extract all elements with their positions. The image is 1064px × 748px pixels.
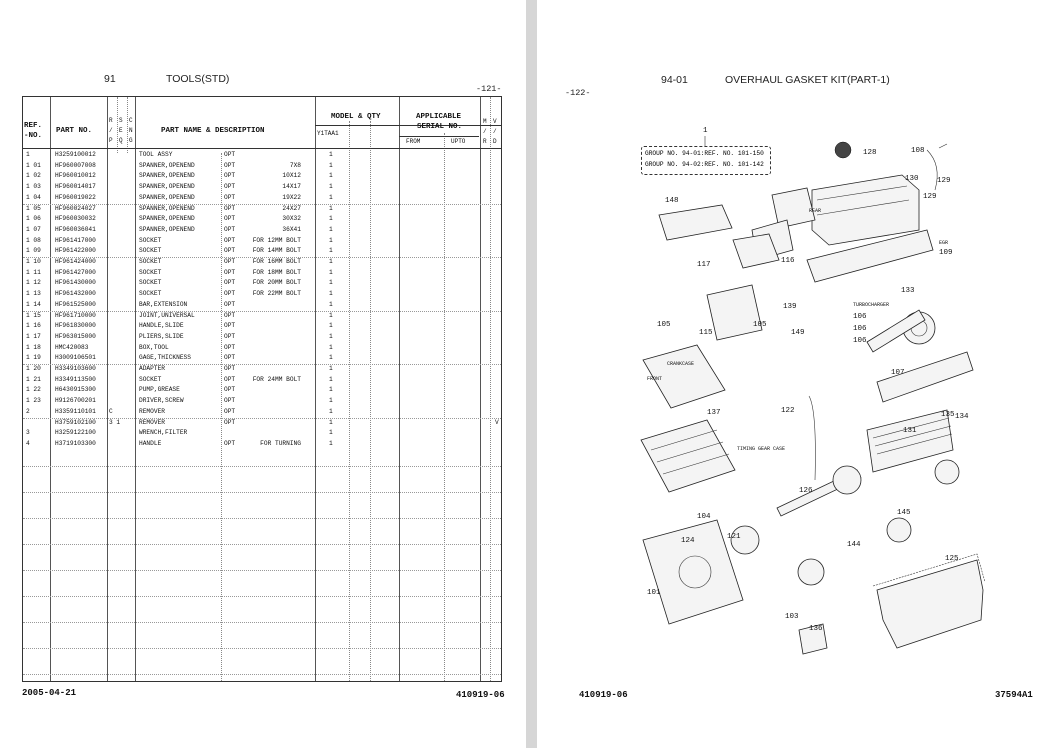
engine-block: [641, 420, 735, 492]
cell-pn: HF961424000: [55, 258, 96, 265]
cell-pn: H6430915300: [55, 386, 96, 394]
svg-text:106: 106: [853, 325, 867, 333]
cell-pn: HMC420083: [55, 343, 89, 351]
cell-ref: 2: [26, 407, 30, 415]
cell-ref: 1 08: [26, 236, 41, 244]
row-separator: [23, 648, 501, 649]
front-cover-seal: [833, 466, 861, 494]
cell-name: SOCKET: [139, 290, 162, 298]
cell-ref: 1 03: [26, 183, 41, 191]
table-row: [23, 257, 501, 268]
cell-name: SOCKET: [139, 375, 162, 383]
right-page: [537, 0, 1064, 748]
cell-pn: H3349103600: [55, 365, 96, 372]
cell-opt: OPT: [224, 407, 236, 415]
table-row: [23, 385, 501, 396]
cell-rsc: 3 1: [109, 418, 121, 426]
cell-pn: H3259122100: [55, 429, 96, 437]
label-front: FRONT: [647, 376, 663, 382]
header-e: E: [119, 127, 123, 134]
cell-name: PLIERS,SLIDE: [139, 332, 184, 340]
cell-spec: FOR TURNING: [260, 439, 301, 447]
thermostat-housing: [887, 518, 911, 542]
table-row: [23, 278, 501, 289]
header-c: C: [129, 117, 133, 124]
cell-qty: 1: [329, 322, 333, 330]
cell-name: TOOL ASSY: [139, 151, 173, 158]
cell-name: SPANNER,OPENEND: [139, 215, 195, 223]
cell-opt: OPT: [224, 322, 236, 330]
cell-name: SPANNER,OPENEND: [139, 172, 195, 180]
header-s: S: [119, 117, 123, 124]
cell-opt: OPT: [224, 193, 236, 201]
cell-qty: 1: [329, 193, 333, 201]
cell-opt: OPT: [224, 332, 236, 340]
row-separator: [23, 596, 501, 597]
cell-v: V: [495, 418, 499, 426]
cell-pn: H3349113500: [55, 375, 96, 383]
row-separator: [23, 466, 501, 467]
cell-name: SPANNER,OPENEND: [139, 225, 195, 233]
svg-text:134: 134: [955, 413, 969, 421]
cell-opt: OPT: [224, 247, 236, 255]
table-row: [23, 171, 501, 182]
cell-opt: OPT: [224, 258, 236, 265]
cell-spec: FOR 12MM BOLT: [252, 236, 301, 244]
cell-qty: 1: [329, 258, 333, 265]
table-row: [23, 407, 501, 418]
cell-qty: 1: [329, 151, 333, 158]
cell-qty: 1: [329, 290, 333, 298]
cell-spec: 19X22: [282, 193, 301, 201]
cell-opt: OPT: [224, 279, 236, 287]
cell-qty: 1: [329, 332, 333, 340]
table-row: [23, 439, 501, 450]
table-row: [23, 343, 501, 354]
group-note-2: GROUP NO. 94-02:REF. NO. 101-142: [645, 161, 764, 168]
cell-qty: 1: [329, 375, 333, 383]
cell-pn: H3009106501: [55, 354, 96, 362]
table-row: [23, 246, 501, 257]
cell-ref: 1 05: [26, 204, 41, 212]
cell-name: GAGE,THICKNESS: [139, 354, 191, 362]
svg-text:130: 130: [905, 175, 919, 183]
header-n: N: [129, 127, 133, 134]
cell-qty: 1: [329, 236, 333, 244]
table-row: [23, 353, 501, 364]
header-ref: REF.: [24, 122, 43, 130]
cell-opt: OPT: [224, 418, 236, 426]
table-row: [23, 193, 501, 204]
header-part-name: PART NAME & DESCRIPTION: [161, 127, 265, 135]
cell-pn: H3719103300: [55, 439, 96, 447]
page-number: -121-: [476, 84, 502, 94]
header-serial: SERIAL NO.: [417, 123, 463, 131]
cell-pn: H3259100012: [55, 151, 96, 158]
cell-opt: OPT: [224, 365, 236, 372]
cell-pn: HF960007008: [55, 161, 96, 169]
svg-text:107: 107: [891, 369, 905, 377]
cell-ref: 1 02: [26, 172, 41, 180]
svg-text:136: 136: [809, 625, 823, 633]
footer-drawing-no: 37594A1: [995, 690, 1033, 700]
cell-spec: 10X12: [282, 172, 301, 180]
header-part-no: PART NO.: [56, 127, 93, 135]
cell-qty: 1: [329, 215, 333, 223]
cell-qty: 1: [329, 204, 333, 212]
svg-text:106: 106: [853, 337, 867, 345]
table-row: [23, 311, 501, 322]
cell-ref: 1 04: [26, 193, 41, 201]
cell-opt: OPT: [224, 343, 236, 351]
cell-qty: 1: [329, 172, 333, 180]
table-row: [23, 396, 501, 407]
cell-pn: HF960014017: [55, 183, 96, 191]
header-d: D: [493, 138, 497, 145]
pulley: [935, 460, 959, 484]
cell-name: REMOVER: [139, 407, 165, 415]
cell-name: JOINT,UNIVERSAL: [139, 311, 195, 319]
header-g: G: [129, 137, 133, 144]
cell-name: SPANNER,OPENEND: [139, 204, 195, 212]
svg-text:128: 128: [863, 149, 877, 157]
footer-code: 410919-06: [579, 690, 628, 700]
cell-spec: FOR 24MM BOLT: [252, 375, 301, 383]
cell-opt: OPT: [224, 354, 236, 362]
exploded-engine-diagram: [547, 120, 969, 660]
svg-text:108: 108: [911, 147, 925, 155]
header-q: Q: [119, 137, 123, 144]
cell-pn: HF961427000: [55, 268, 96, 276]
section-title: OVERHAUL GASKET KIT(PART-1): [725, 74, 890, 86]
cell-pn: HF961422000: [55, 247, 96, 255]
header-ref-no: -NO.: [24, 132, 43, 140]
cell-spec: 36X41: [282, 225, 301, 233]
header-slash-m: /: [483, 128, 487, 135]
cell-qty: 1: [329, 386, 333, 394]
cell-qty: 1: [329, 418, 333, 426]
svg-text:139: 139: [783, 303, 797, 311]
svg-text:129: 129: [923, 193, 937, 201]
cell-opt: OPT: [224, 204, 236, 212]
cell-name: SPANNER,OPENEND: [139, 161, 195, 169]
cell-pn: H3759102100: [55, 418, 96, 426]
row-separator: [23, 544, 501, 545]
cell-pn: H3359110101: [55, 407, 96, 415]
cell-pn: HF961525000: [55, 300, 96, 308]
cell-pn: HF963015000: [55, 332, 96, 340]
cell-qty: 1: [329, 354, 333, 362]
section-number: 91: [104, 73, 116, 85]
cell-qty: 1: [329, 311, 333, 319]
section-title: TOOLS(STD): [166, 73, 230, 85]
svg-text:115: 115: [699, 329, 713, 337]
cell-opt: OPT: [224, 386, 236, 394]
cell-opt: OPT: [224, 268, 236, 276]
cell-qty: 1: [329, 225, 333, 233]
header-m: M: [483, 118, 487, 125]
table-row: [23, 332, 501, 343]
cell-ref: 1 16: [26, 322, 41, 330]
cell-ref: 1 10: [26, 258, 41, 265]
cell-qty: 1: [329, 429, 333, 437]
header-slash-v: /: [493, 128, 497, 135]
dipstick: [809, 396, 815, 480]
cell-ref: 1 20: [26, 365, 41, 372]
cell-spec: 30X32: [282, 215, 301, 223]
svg-text:104: 104: [697, 513, 711, 521]
table-row: [23, 418, 501, 429]
table-row: [23, 375, 501, 386]
header-slash: /: [109, 127, 113, 134]
cell-spec: 14X17: [282, 183, 301, 191]
cell-opt: OPT: [224, 397, 236, 405]
cell-name: WRENCH,FILTER: [139, 429, 188, 437]
cell-qty: 1: [329, 247, 333, 255]
label-crankcase: CRANKCASE: [667, 361, 695, 367]
cell-qty: 1: [329, 407, 333, 415]
cell-opt: OPT: [224, 172, 236, 180]
cylinder-head: [812, 175, 919, 245]
header-r: R: [109, 117, 113, 124]
cell-opt: OPT: [224, 439, 236, 447]
cell-spec: FOR 16MM BOLT: [252, 258, 301, 265]
table-row: [23, 321, 501, 332]
cell-ref: 1 06: [26, 215, 41, 223]
cell-qty: 1: [329, 397, 333, 405]
parts-table: [22, 96, 502, 682]
cell-ref: 4: [26, 439, 30, 447]
exhaust-manifold: [877, 352, 973, 402]
table-row: [23, 289, 501, 300]
cell-name: SPANNER,OPENEND: [139, 193, 195, 201]
header-r2: R: [483, 138, 487, 145]
table-row: [23, 182, 501, 193]
page-number: -122-: [565, 88, 591, 98]
cell-name: DRIVER,SCREW: [139, 397, 184, 405]
cell-ref: 1 22: [26, 386, 41, 394]
header-applicable: APPLICABLE: [416, 113, 462, 121]
header-p: P: [109, 137, 113, 144]
row-separator: [23, 674, 501, 675]
svg-text:149: 149: [791, 329, 805, 337]
cell-pn: HF961432000: [55, 290, 96, 298]
cell-qty: 1: [329, 279, 333, 287]
table-row: [23, 268, 501, 279]
cell-name: SOCKET: [139, 268, 162, 276]
label-rear: REAR: [809, 208, 822, 214]
cell-name: BOX,TOOL: [139, 343, 169, 351]
cell-pn: HF960036041: [55, 225, 96, 233]
table-row: [23, 364, 501, 375]
cell-opt: OPT: [224, 183, 236, 191]
cell-qty: 1: [329, 183, 333, 191]
cell-spec: FOR 14MM BOLT: [252, 247, 301, 255]
label-timing-gear-case: TIMING GEAR CASE: [737, 446, 786, 452]
svg-text:101: 101: [647, 589, 661, 597]
svg-text:124: 124: [681, 537, 695, 545]
cell-opt: OPT: [224, 375, 236, 383]
cell-opt: OPT: [224, 300, 236, 308]
water-pump: [798, 559, 824, 585]
cell-ref: 1 15: [26, 311, 41, 319]
svg-text:122: 122: [781, 407, 795, 415]
cell-name: SOCKET: [139, 236, 162, 244]
label-egr: EGR: [939, 240, 949, 246]
cell-name: SOCKET: [139, 258, 162, 265]
svg-text:117: 117: [697, 261, 711, 269]
page-gutter: [526, 0, 537, 748]
cell-opt: OPT: [224, 151, 236, 158]
svg-text:131: 131: [903, 427, 917, 435]
cell-ref: 1 13: [26, 290, 41, 298]
cell-name: REMOVER: [139, 418, 165, 426]
cell-name: HANDLE,SLIDE: [139, 322, 184, 330]
svg-text:105: 105: [657, 321, 671, 329]
cell-spec: FOR 22MM BOLT: [252, 290, 301, 298]
table-row: [23, 214, 501, 225]
cell-opt: OPT: [224, 161, 236, 169]
header-v: V: [493, 118, 497, 125]
cell-qty: 1: [329, 161, 333, 169]
cell-opt: OPT: [224, 311, 236, 319]
svg-text:129: 129: [937, 177, 951, 185]
header-upto: UPTO: [451, 138, 466, 145]
header-from: FROM: [406, 138, 421, 145]
cell-name: SPANNER,OPENEND: [139, 183, 195, 191]
group-note-1: GROUP NO. 94-01:REF. NO. 101-150: [645, 150, 764, 157]
cell-qty: 1: [329, 365, 333, 372]
cell-spec: FOR 20MM BOLT: [252, 279, 301, 287]
cell-rsc: C: [109, 407, 113, 415]
table-row: [23, 236, 501, 247]
table-row: [23, 204, 501, 215]
table-row: [23, 428, 501, 439]
cell-spec: 7X8: [289, 161, 301, 169]
cell-name: PUMP,GREASE: [139, 386, 180, 394]
cell-name: BAR,EXTENSION: [139, 300, 188, 308]
cell-name: SOCKET: [139, 279, 162, 287]
cell-qty: 1: [329, 439, 333, 447]
cell-pn: HF961710000: [55, 311, 96, 319]
footer-code: 410919-06: [456, 690, 505, 700]
cell-opt: OPT: [224, 215, 236, 223]
svg-text:126: 126: [799, 487, 813, 495]
section-number: 94-01: [661, 74, 688, 86]
cell-name: SOCKET: [139, 247, 162, 255]
cell-ref: 1 23: [26, 397, 41, 405]
cell-ref: 1 12: [26, 279, 41, 287]
svg-text:137: 137: [707, 409, 721, 417]
cell-ref: 1 07: [26, 225, 41, 233]
cell-pn: HF961417000: [55, 236, 96, 244]
svg-text:135: 135: [941, 411, 955, 419]
cell-pn: HF961830000: [55, 322, 96, 330]
svg-text:148: 148: [665, 197, 679, 205]
svg-text:105: 105: [753, 321, 767, 329]
cell-qty: 1: [329, 300, 333, 308]
cell-qty: 1: [329, 268, 333, 276]
cell-pn: H9126700201: [55, 397, 96, 405]
cell-ref: 1 19: [26, 354, 41, 362]
header-model-qty: MODEL & QTY: [331, 113, 381, 121]
cell-ref: 1 09: [26, 247, 41, 255]
table-row: [23, 300, 501, 311]
cell-ref: 1 17: [26, 332, 41, 340]
svg-text:1: 1: [703, 127, 708, 135]
cell-pn: HF960024027: [55, 204, 96, 212]
cell-name: ADAPTER: [139, 365, 165, 372]
fuel-pump-top: [835, 142, 851, 158]
row-separator: [23, 570, 501, 571]
svg-text:145: 145: [897, 509, 911, 517]
cell-ref: 1 21: [26, 375, 41, 383]
oil-pan: [877, 560, 983, 648]
cell-pn: HF960010012: [55, 172, 96, 180]
cell-qty: 1: [329, 343, 333, 351]
cell-ref: 1 14: [26, 300, 41, 308]
cell-opt: OPT: [224, 225, 236, 233]
label-turbocharger: TURBOCHARGER: [853, 302, 890, 308]
cell-ref: 3: [26, 429, 30, 437]
svg-text:125: 125: [945, 555, 959, 563]
svg-text:116: 116: [781, 257, 795, 265]
svg-text:106: 106: [853, 313, 867, 321]
table-row: [23, 225, 501, 236]
svg-text:109: 109: [939, 249, 953, 257]
head-section: [707, 285, 762, 340]
cell-pn: HF960030032: [55, 215, 96, 223]
footer-date: 2005-04-21: [22, 688, 77, 698]
table-row: [23, 161, 501, 172]
svg-text:144: 144: [847, 541, 861, 549]
svg-text:103: 103: [785, 613, 799, 621]
cell-spec: 24X27: [282, 204, 301, 212]
cell-ref: 1 01: [26, 161, 41, 169]
cell-pn: HF961430000: [55, 279, 96, 287]
svg-text:133: 133: [901, 287, 915, 295]
table-row: [23, 150, 501, 161]
header-model: Y1TAA1: [317, 130, 339, 137]
cell-spec: FOR 18MM BOLT: [252, 268, 301, 276]
row-separator: [23, 518, 501, 519]
left-page: [0, 0, 526, 748]
row-separator: [23, 492, 501, 493]
cell-ref: 1 11: [26, 268, 41, 276]
cover-gasket: [659, 205, 732, 240]
cell-name: HANDLE: [139, 439, 162, 447]
cell-pn: HF960019022: [55, 193, 96, 201]
cell-opt: OPT: [224, 290, 236, 298]
cell-ref: 1: [26, 151, 30, 158]
row-separator: [23, 622, 501, 623]
cell-ref: 1 18: [26, 343, 41, 351]
cell-opt: OPT: [224, 236, 236, 244]
svg-text:121: 121: [727, 533, 741, 541]
